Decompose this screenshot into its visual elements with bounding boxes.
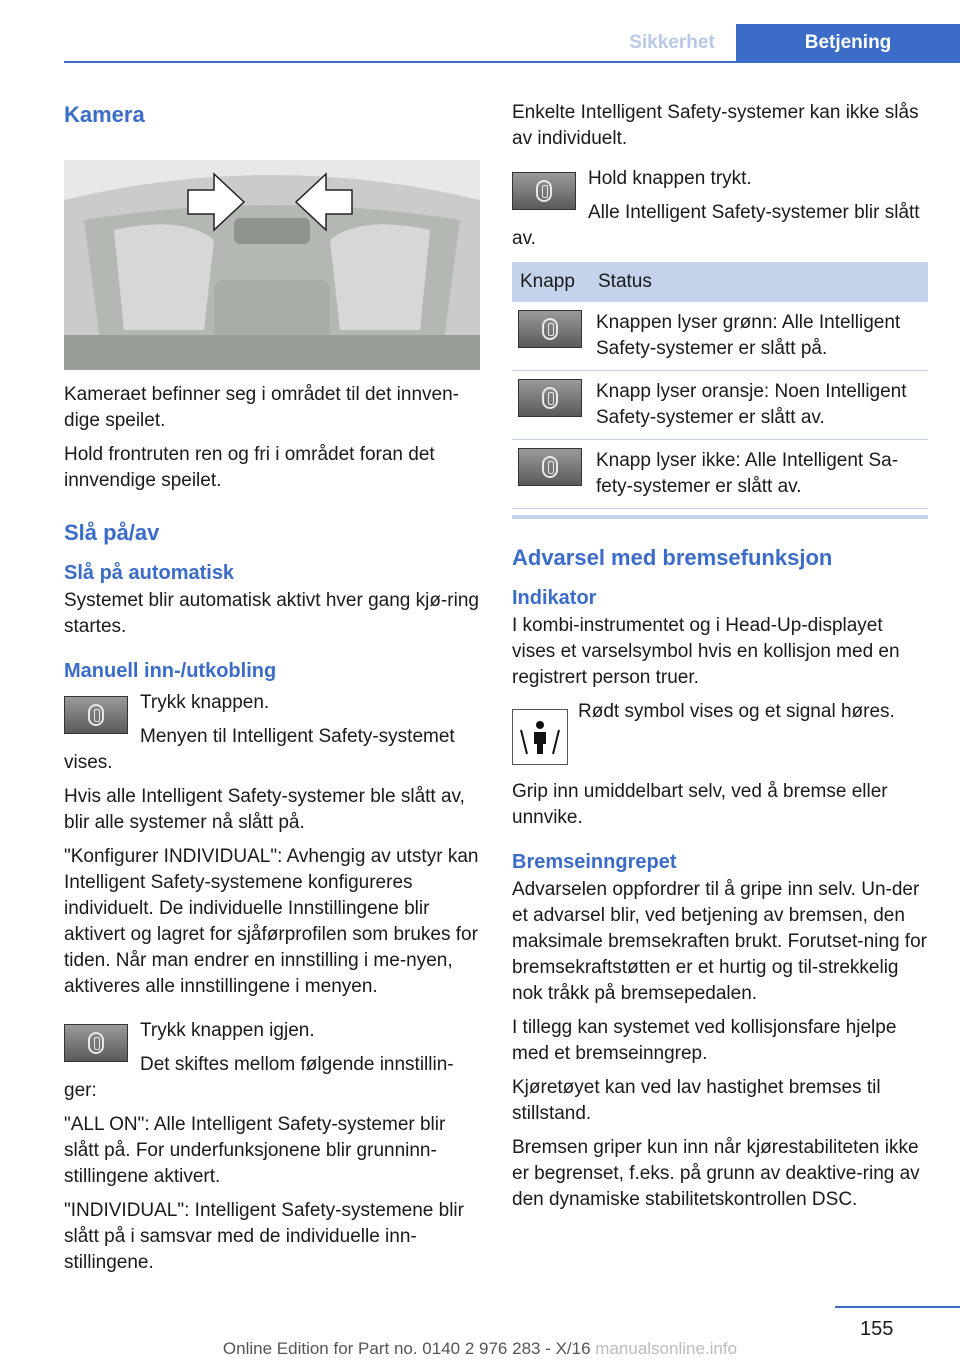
subsection-title-manuell: Manuell inn-/utkobling	[64, 660, 277, 682]
status-table	[512, 262, 928, 509]
tab-betjening[interactable]: Betjening	[736, 24, 960, 62]
section-title-sla-pa-av: Slå på/av	[64, 520, 160, 545]
paragraph: Bremsen griper kun inn når kjørestabiliteten ikke er begrenset, f.eks. på grunn av deaktive-ring av den dynamiske stabilitetskontrollen DSC.	[512, 1137, 920, 1210]
safety-button-icon	[512, 172, 576, 210]
paragraph: I kombi-instrumentet og i Head-Up-displayet vises et varselsymbol hvis en kollisjon med en registrert person truer.	[512, 615, 900, 688]
table-row	[512, 440, 928, 509]
instruction-text: Trykk knappen igjen.	[140, 1020, 315, 1041]
table-header-row	[512, 262, 928, 302]
table-header-knapp: Knapp	[512, 262, 590, 302]
subsection-title-bremseinngrepet: Bremseinngrepet	[512, 851, 677, 873]
paragraph: "Konfigurer INDIVIDUAL": Avhengig av utstyr kan Intelligent Safety-systemene konfigureres individuelt. De individuelle Innstillingene blir aktivert og lagret for sjåførprofilen som brukes for tiden. Når man endrer en innstilling i me-nyen, aktiveres alle innstillingene i menyen.	[64, 846, 479, 997]
footer-edition	[0, 1336, 960, 1362]
instruction-press-again	[64, 1018, 480, 1082]
instruction-press-button	[64, 690, 480, 754]
instruction-text: Alle Intelligent Safety-systemer blir slått av.	[512, 202, 920, 249]
table-divider	[512, 515, 928, 519]
left-column	[64, 100, 480, 1284]
paragraph: Advarselen oppfordrer til å gripe inn selv. Un-der et advarsel blir, ved betjening av bremsen, den maksimale bremsekraften brukt. Forutset-ning for bremsekraftstøtten er et hurtig og til-strekkelig nok tråkk på bremsepedalen.	[512, 879, 927, 1004]
warning-text: Rødt symbol vises og et signal høres.	[578, 701, 895, 722]
paragraph: Enkelte Intelligent Safety-systemer kan ikke slås av individuelt.	[512, 102, 919, 149]
table-cell-status: Knapp lyser ikke: Alle Intelligent Sa-fety-systemer er slått av.	[590, 440, 928, 509]
header-rule	[64, 61, 960, 63]
instruction-text: Menyen til Intelligent Safety-systemet vises.	[64, 726, 455, 773]
table-cell-status: Knappen lyser grønn: Alle Intelligent Safety-systemer er slått på.	[590, 302, 928, 371]
edition-text: Online Edition for Part no. 0140 2 976 283 - X/16	[222, 1339, 591, 1358]
right-column	[512, 100, 928, 1221]
table-row	[512, 302, 928, 371]
section-title-advarsel: Advarsel med bremsefunksjon	[512, 545, 833, 570]
section-title-kamera: Kamera	[64, 102, 145, 127]
paragraph: I tillegg kan systemet ved kollisjonsfare hjelpe med et bremseinngrep.	[512, 1017, 897, 1064]
paragraph: Grip inn umiddelbart selv, ved å bremse eller unnvike.	[512, 781, 888, 828]
camera-photo	[64, 160, 480, 370]
safety-button-icon	[518, 448, 582, 486]
paragraph: Kjøretøyet kan ved lav hastighet bremses til stillstand.	[512, 1077, 881, 1124]
safety-button-icon	[64, 1024, 128, 1062]
subsection-title-automatisk: Slå på automatisk	[64, 562, 235, 584]
table-cell-status: Knapp lyser oransje: Noen Intelligent Safety-systemer er slått av.	[590, 371, 928, 440]
instruction-text: Det skiftes mellom følgende innstillin-ger:	[64, 1054, 454, 1101]
footer-rule	[835, 1306, 960, 1308]
paragraph: Hvis alle Intelligent Safety-systemer ble slått av, blir alle systemer nå slått på.	[64, 786, 465, 833]
watermark-text: manualsonline.info	[595, 1339, 738, 1358]
safety-button-icon	[64, 696, 128, 734]
table-header-status: Status	[590, 262, 928, 302]
instruction-text: Hold knappen trykt.	[588, 168, 752, 189]
tab-sikkerhet[interactable]: Sikkerhet	[608, 24, 736, 62]
page-number: 155	[860, 1318, 894, 1340]
instruction-text: Trykk knappen.	[140, 692, 270, 713]
pedestrian-warning-icon	[512, 709, 568, 765]
paragraph: Systemet blir automatisk aktivt hver gang kjø-ring startes.	[64, 590, 479, 637]
instruction-hold-button	[512, 166, 928, 230]
subsection-title-indikator: Indikator	[512, 587, 597, 609]
paragraph: Kameraet befinner seg i området til det innven-dige speilet.	[64, 384, 459, 431]
paragraph: "INDIVIDUAL": Intelligent Safety-systemene blir slått på i samsvar med de individuelle inn-stillingene.	[64, 1200, 464, 1273]
car-interior-image	[64, 160, 480, 370]
table-row	[512, 371, 928, 440]
warning-symbol-row	[512, 699, 928, 779]
safety-button-icon	[518, 310, 582, 348]
paragraph: "ALL ON": Alle Intelligent Safety-systemer blir slått på. For underfunksjonene blir grunninn-stillingene aktivert.	[64, 1114, 446, 1187]
safety-button-icon	[518, 379, 582, 417]
paragraph: Hold frontruten ren og fri i området foran det innvendige speilet.	[64, 444, 435, 491]
